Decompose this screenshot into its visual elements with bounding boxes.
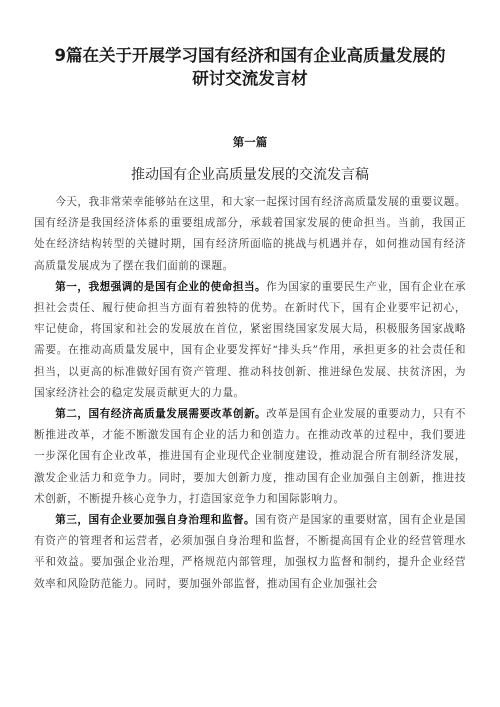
paragraph-point-1 — [34, 277, 466, 404]
document-title-line-1: 9篇在关于开展学习国有经济和国有企业高质量发展的 — [54, 46, 446, 65]
paragraph-intro — [34, 192, 466, 277]
document-title — [34, 44, 466, 90]
paragraph-point-3 — [34, 510, 466, 595]
paragraph-intro-text: 今天，我非常荣幸能够站在这里，和大家一起探讨国有经济高质量发展的重要议题。国有经济是我国经济体系的重要组成部分，承载着国家发展的使命担当。当前，我国正处在经济结构转型的关键时期，国有经济所面临的挑战与机遇并存，如何推动国有经济高质量发展成为了摆在我们面前的课题。 — [34, 196, 466, 272]
paragraph-point-1-text: 作为国家的重要民生产业，国有企业在承担社会责任、履行使命担当方面有着独特的优势。在新时代下，国有企业要牢记初心，牢记使命，将国家和社会的发展放在首位，紧密围绕国家发展大局，积极服务国家战略需要。在推动高质量发展中，国有企业要发挥好“排头兵”作用，承担更多的社会责任和担当，以更高的标准做好国有资产管理、推动科技创新、推进绿色发展、扶贫济困，为国家经济社会的稳定发展贡献更大的力量。 — [34, 280, 467, 399]
paragraph-point-2 — [34, 404, 466, 510]
section-heading: 推动国有企业高质量发展的交流发言稿 — [131, 167, 369, 183]
paragraph-point-3-lead: 第三，国有企业要加强自身治理和监督。 — [55, 514, 256, 527]
paragraph-point-3-text: 国有资产是国家的重要财富，国有企业是国有资产的管理者和运营者，必须加强自身治理和监督，不断提高国有企业的经营管理水平和效益。要加强企业治理，严格规范内部管理，加强权力监督和制约，提升企业经营效率和风险防范能力。同时，要加强外部监督，推动国有企业加强社会 — [34, 514, 466, 590]
section-label: 第一篇 — [232, 135, 268, 149]
paragraph-point-2-lead: 第二，国有经济高质量发展需要改革创新。 — [55, 408, 267, 421]
paragraph-point-2-text: 改革是国有企业发展的重要动力，只有不断推进改革，才能不断激发国有企业的活力和创造力。在推动改革的过程中，我们要进一步深化国有企业改革，推进国有企业现代企业制度建设，推动混合所有制经济发展，激发企业活力和竞争力。同时，要加大创新力度，推动国有企业加强自主创新，推进技术创新，不断提升核心竞争力，打造国家竞争力和国际影响力。 — [34, 408, 467, 505]
paragraph-point-1-lead: 第一，我想强调的是国有企业的使命担当。 — [55, 280, 267, 293]
document-title-line-2: 研讨交流发言材 — [192, 69, 308, 88]
